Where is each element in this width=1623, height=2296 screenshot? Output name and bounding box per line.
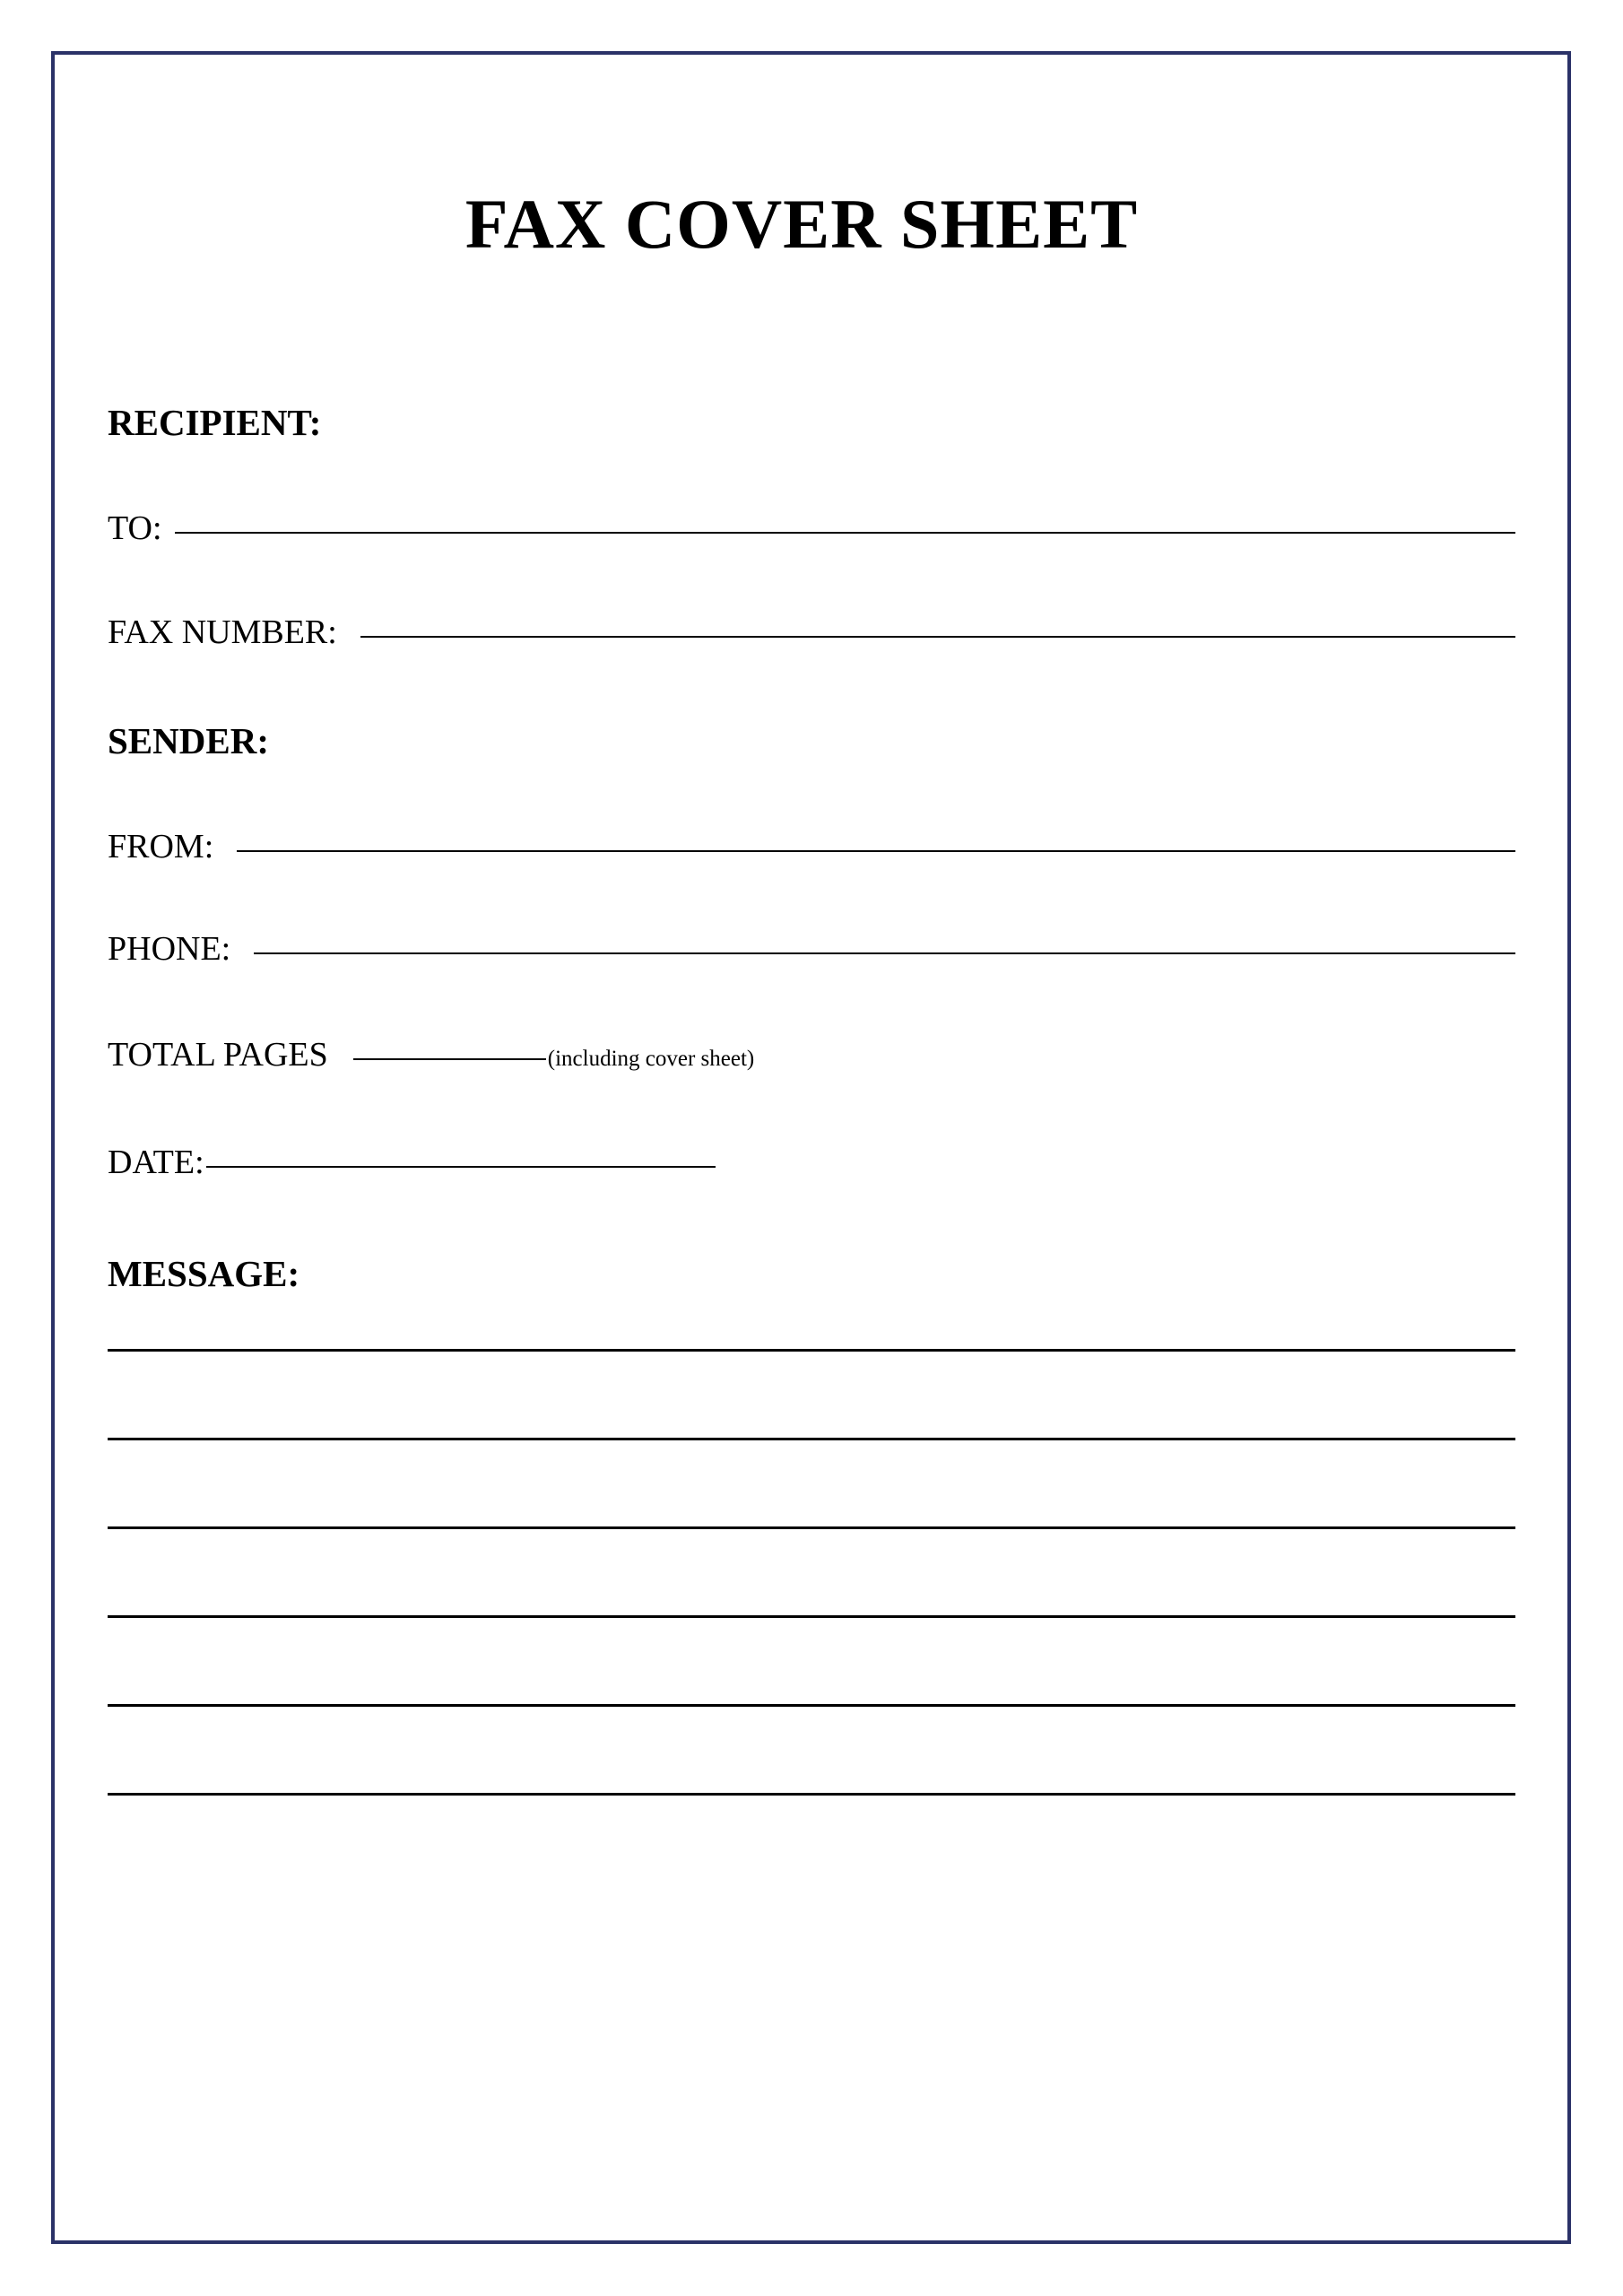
field-row-total-pages [108,1035,1515,1074]
field-label-date: DATE: [108,1144,204,1181]
field-label-from: FROM: [108,828,214,865]
message-line[interactable] [108,1438,1515,1440]
field-input-to[interactable] [175,532,1515,534]
section-heading-recipient: RECIPIENT: [108,402,322,443]
field-input-from[interactable] [237,850,1515,852]
field-input-fax-number[interactable] [360,636,1515,638]
field-row-to [108,509,1515,548]
message-line[interactable] [108,1526,1515,1529]
field-label-to: TO: [108,509,162,547]
field-label-fax-number: FAX NUMBER: [108,613,337,651]
page-title: FAX COVER SHEET [464,185,1139,263]
total-pages-note: (including cover sheet) [547,1047,755,1071]
section-heading-sender: SENDER: [108,720,269,761]
message-line[interactable] [108,1349,1515,1352]
field-label-phone: PHONE: [108,930,231,968]
message-line[interactable] [108,1615,1515,1618]
field-input-phone[interactable] [254,952,1515,954]
field-row-phone [108,929,1515,969]
field-row-from [108,827,1515,866]
field-input-date[interactable] [206,1166,716,1168]
message-line[interactable] [108,1793,1515,1796]
message-lines [108,1349,1515,1796]
message-line[interactable] [108,1704,1515,1707]
field-label-total-pages: TOTAL PAGES [108,1036,328,1074]
document-content [108,108,1515,1796]
field-row-date [108,1143,1515,1182]
field-input-total-pages[interactable] [353,1058,546,1060]
field-row-fax-number [108,613,1515,652]
section-heading-message: MESSAGE: [108,1253,300,1294]
